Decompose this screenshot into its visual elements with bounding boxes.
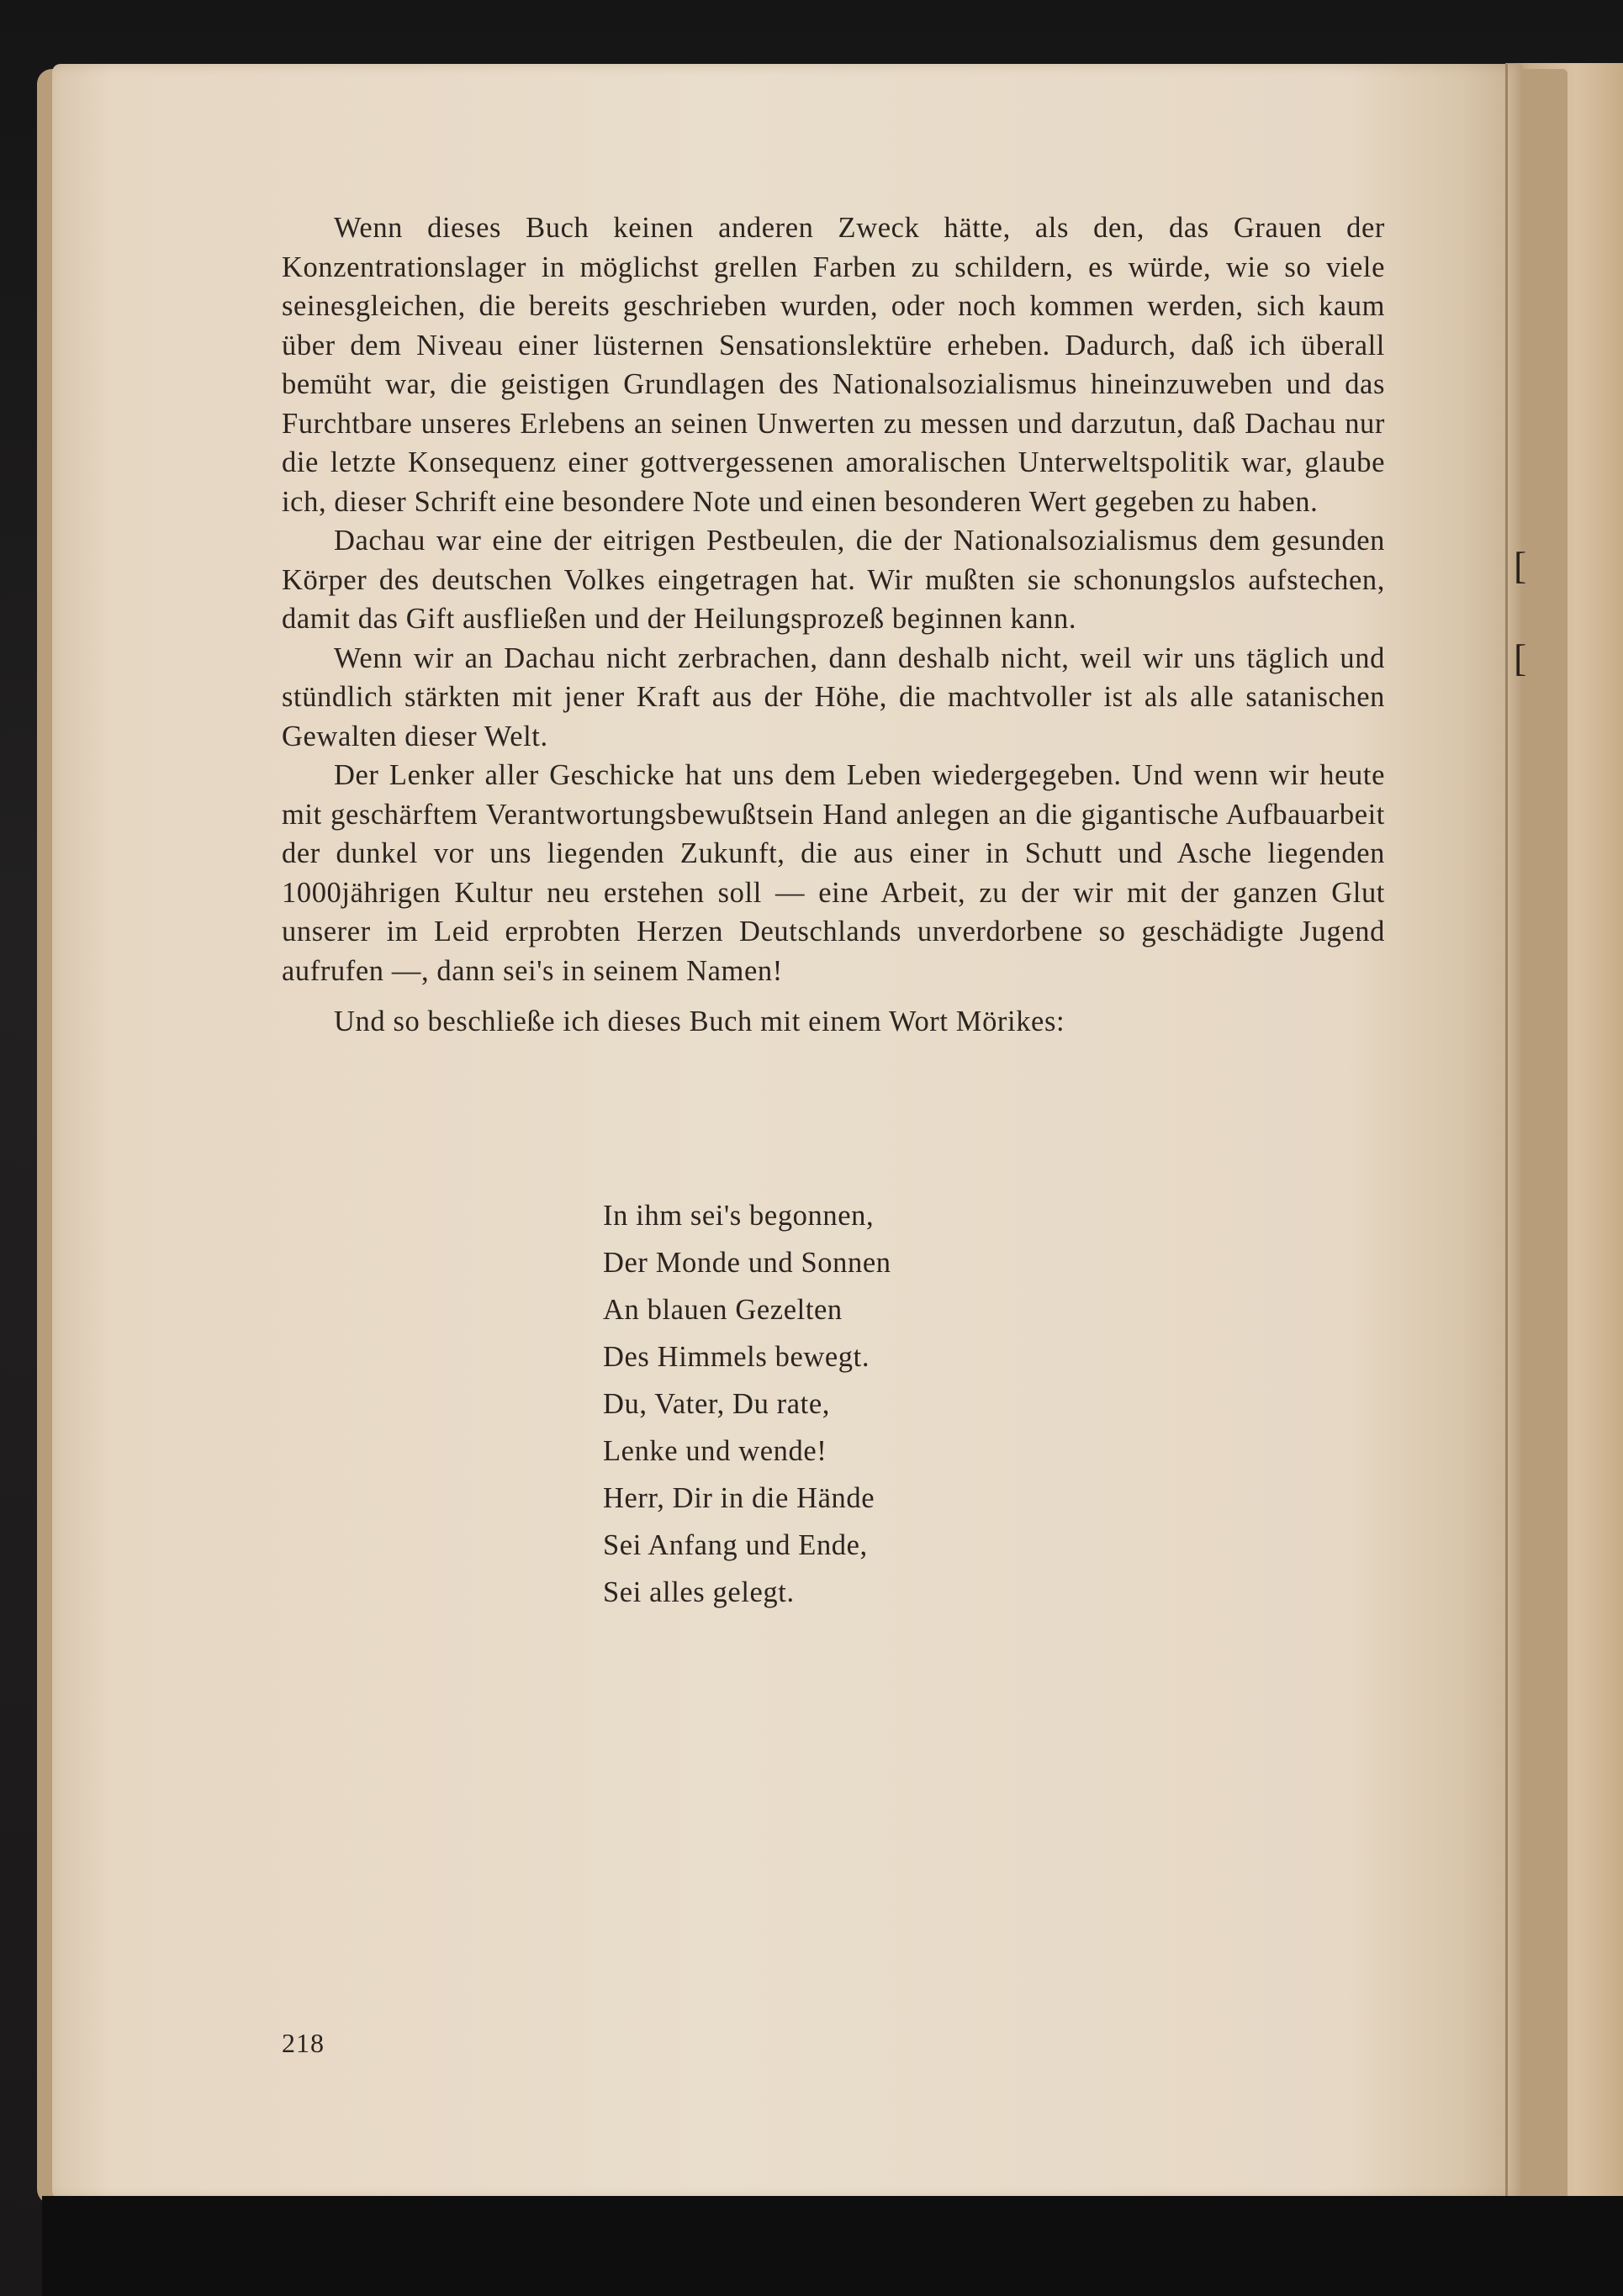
- body-text: [282, 208, 1385, 1042]
- verse-line: An blauen Gezelten: [603, 1294, 843, 1326]
- bottom-shadow: [42, 2196, 1623, 2296]
- verse-line: Sei Anfang und Ende,: [603, 1529, 868, 1561]
- facing-page-mark: [: [1514, 544, 1527, 587]
- closing-line: Und so beschließe ich dieses Buch mit einem Wort Mörikes:: [334, 1005, 1065, 1037]
- paragraph: Wenn dieses Buch keinen anderen Zweck hätte, als den, das Grauen der Konzentrationslager in möglichst grellen Farben zu schildern, es würde, wie so viele seinesgleichen, die bereits geschrieben wurden, oder noch kommen werden, sich kaum über dem Niveau einer lüsternen Sensationslektüre erheben. Dadurch, daß ich überall bemüht war, die geistigen Grundlagen des Nationalsozialismus hineinzuweben und das Furchtbare unseres Erlebens an seinen Unwerten zu messen und darzutun, daß Dachau nur die letzte Konsequenz einer gottvergessenen amoralischen Unterweltspolitik war, glaube ich, dieser Schrift eine besondere Note und einen besonderen Wert gegeben zu haben.: [282, 212, 1385, 518]
- verse-line: Sei alles gelegt.: [603, 1576, 795, 1608]
- verse-line: Des Himmels bewegt.: [603, 1341, 870, 1373]
- verse-line: Lenke und wende!: [603, 1435, 827, 1467]
- verse-line: Du, Vater, Du rate,: [603, 1388, 830, 1420]
- facing-page-mark: [: [1514, 636, 1527, 679]
- verse-line: Der Monde und Sonnen: [603, 1247, 891, 1279]
- paragraph: Der Lenker aller Geschicke hat uns dem Leben wiedergegeben. Und wenn wir heute mit geschärftem Verantwortungsbewußtsein Hand anlegen an die gigantische Aufbauarbeit der dunkel vor uns liegenden Zukunft, die aus einer in Schutt und Asche liegenden 1000jährigen Kultur neu erstehen soll — eine Arbeit, zu der wir mit der ganzen Glut unserer im Leid erprobten Herzen Deutschlands unverdorbene so geschädigte Jugend aufrufen —, dann sei's in seinem Namen!: [282, 759, 1385, 987]
- paragraph: Wenn wir an Dachau nicht zerbrachen, dann deshalb nicht, weil wir uns täglich und stündlich stärkten mit jener Kraft aus der Höhe, die machtvoller ist als alle satanischen Gewalten dieser Welt.: [282, 641, 1385, 752]
- verse-line: In ihm sei's begonnen,: [603, 1200, 875, 1232]
- verse-line: Herr, Dir in die Hände: [603, 1482, 875, 1514]
- paragraph: Dachau war eine der eitrigen Pestbeulen, die der Nationalsozialismus dem gesunden Körper des deutschen Volkes eingetragen hat. Wir mußten sie schonungslos aufstechen, damit das Gift ausfließen und der Heilungsprozeß beginnen kann.: [282, 525, 1385, 635]
- page-gutter: [1505, 64, 1508, 2204]
- page-number: 218: [282, 2028, 325, 2058]
- verse-block: [603, 1192, 891, 1616]
